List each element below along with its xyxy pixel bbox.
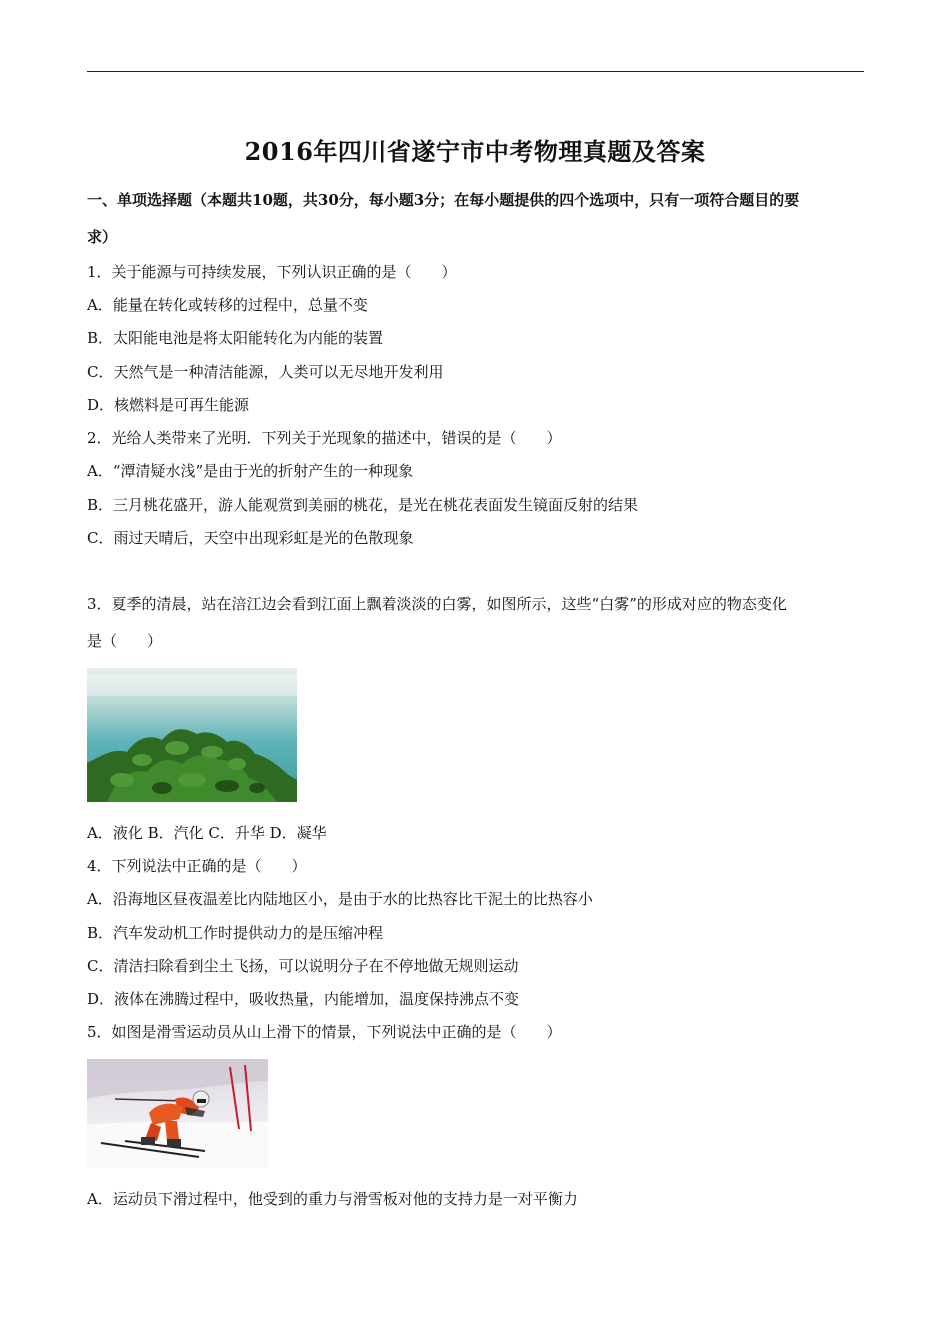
q5-stem: 5．如图是滑雪运动员从山上滑下的情景，下列说法中正确的是（ ） — [87, 1023, 562, 1041]
q3-options: A．液化 B．汽化 C．升华 D．凝华 — [87, 824, 327, 842]
q4-stem: 4．下列说法中正确的是（ ） — [87, 857, 307, 875]
q2-option-c: C．雨过天晴后，天空中出现彩虹是光的色散现象 — [87, 529, 414, 547]
q1-option-c: C．天然气是一种清洁能源，人类可以无尽地开发利用 — [87, 363, 444, 381]
page-title: 2016年四川省遂宁市中考物理真题及答案 — [244, 137, 706, 166]
header-rule — [87, 71, 864, 72]
section-heading-cont: 求） — [87, 228, 118, 246]
q1-option-a: A．能量在转化或转移的过程中，总量不变 — [87, 296, 368, 314]
q2-stem: 2．光给人类带来了光明．下列关于光现象的描述中，错误的是（ ） — [87, 429, 562, 447]
q1-stem: 1．关于能源与可持续发展，下列认识正确的是（ ） — [87, 263, 457, 281]
q2-option-a: A．“潭清疑水浅”是由于光的折射产生的一种现象 — [87, 462, 414, 480]
river-fog-image — [87, 668, 297, 802]
q5-option-a: A．运动员下滑过程中，他受到的重力与滑雪板对他的支持力是一对平衡力 — [87, 1190, 578, 1208]
section-heading: 一、单项选择题（本题共10题，共30分，每小题3分；在每小题提供的四个选项中，只有一项符合题目的要 — [87, 191, 800, 209]
skier-image — [87, 1059, 268, 1168]
q3-stem-cont: 是（ ） — [87, 632, 163, 650]
q1-option-b: B．太阳能电池是将太阳能转化为内能的装置 — [87, 329, 384, 347]
q4-option-a: A．沿海地区昼夜温差比内陆地区小，是由于水的比热容比干泥土的比热容小 — [87, 890, 593, 908]
q4-option-d: D．液体在沸腾过程中，吸收热量，内能增加，温度保持沸点不变 — [87, 990, 520, 1008]
q4-option-c: C．清洁扫除看到尘土飞扬，可以说明分子在不停地做无规则运动 — [87, 957, 519, 975]
q2-option-b: B．三月桃花盛开，游人能观赏到美丽的桃花，是光在桃花表面发生镜面反射的结果 — [87, 496, 639, 514]
q4-option-b: B．汽车发动机工作时提供动力的是压缩冲程 — [87, 924, 384, 942]
q3-stem: 3．夏季的清晨，站在涪江边会看到江面上飘着淡淡的白雾，如图所示，这些“白雾”的形成对应的物态变化 — [87, 595, 787, 613]
q1-option-d: D．核燃料是可再生能源 — [87, 396, 250, 414]
